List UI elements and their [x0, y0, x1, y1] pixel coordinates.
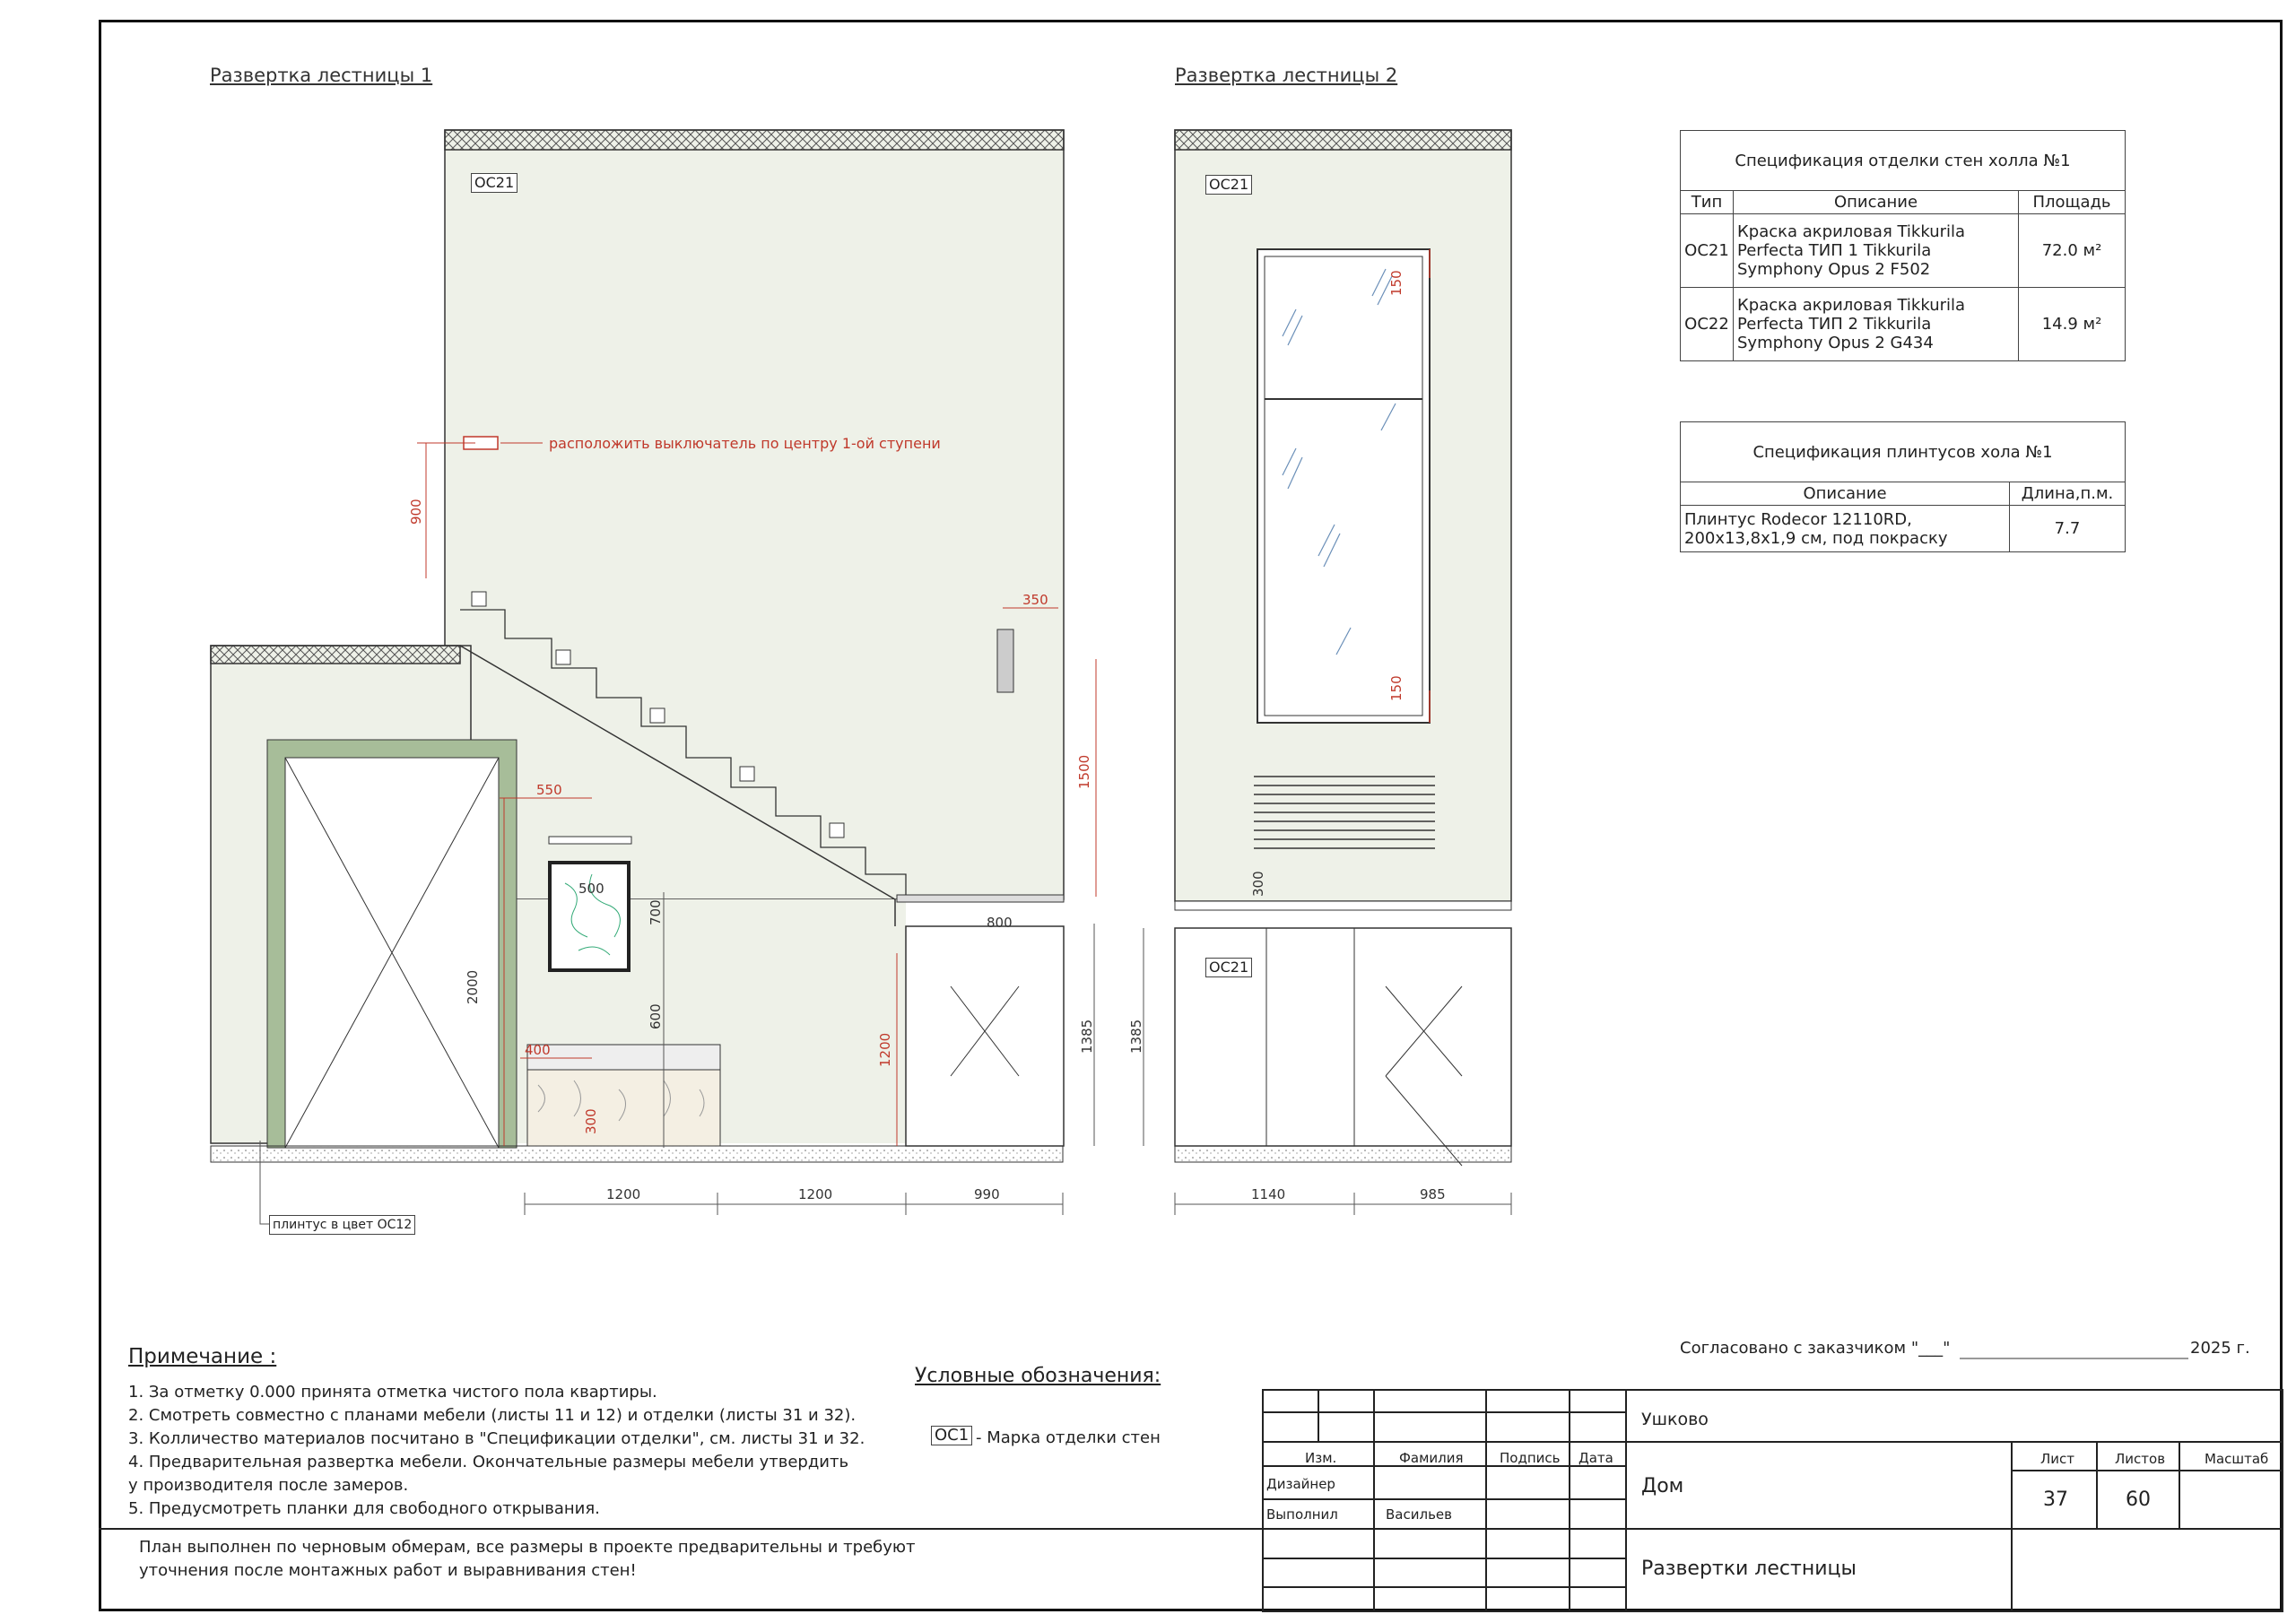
plinth-label: плинтус в цвет ОС12	[269, 1215, 415, 1235]
spec-walls-row-area: 72.0 м²	[2019, 214, 2126, 288]
footer-line-2: уточнения после монтажных работ и выравнивания стен!	[139, 1561, 637, 1580]
tb-role-designer: Дизайнер	[1266, 1476, 1335, 1492]
legend-mark: ОС1	[931, 1426, 972, 1445]
dim-350: 350	[1022, 592, 1048, 608]
notes-title: Примечание :	[128, 1345, 277, 1368]
tb-col-data: Дата	[1578, 1450, 1613, 1466]
tb-sheet-name: Развертки лестницы	[1641, 1558, 1857, 1580]
dim-1500: 1500	[1076, 754, 1092, 789]
note-line-3: 3. Колличество материалов посчитано в "Спецификации отделки", см. листы 31 и 32.	[128, 1429, 865, 1448]
switch-annotation: расположить выключатель по центру 1-ой ступени	[549, 435, 941, 452]
footer-line-1: План выполнен по черновым обмерам, все размеры в проекте предварительны и требуют	[139, 1538, 916, 1557]
dim-700: 700	[648, 899, 664, 925]
spec-plinth-header-length: Длина,п.м.	[2010, 482, 2126, 506]
spec-plinth-row-length: 7.7	[2010, 506, 2126, 552]
dim-bottom-2: 1200	[798, 1186, 833, 1202]
note-line-1: 1. За отметку 0.000 принята отметка чистого пола квартиры.	[128, 1383, 657, 1402]
finish-tag-oc21-v2: ОС21	[1205, 175, 1252, 195]
tb-list-value: 37	[2043, 1488, 2068, 1511]
legend-title: Условные обозначения:	[915, 1365, 1161, 1387]
spec-walls-row-desc: Краска акриловая Tikkurila Perfecta ТИП 2 Tikkurila Symphony Opus 2 G434	[1734, 288, 2019, 361]
shelf	[549, 837, 631, 844]
ceiling-hatch-low	[211, 646, 460, 664]
tb-col-podpis: Подпись	[1500, 1450, 1561, 1466]
note-line-4: 4. Предварительная развертка мебели. Окончательные размеры мебели утвердить	[128, 1453, 849, 1471]
spec-walls-table	[1680, 130, 2126, 361]
tb-col-familia: Фамилия	[1399, 1450, 1464, 1466]
spec-plinth-row-desc: Плинтус Rodecor 12110RD, 200х13,8х1,9 см, под покраску	[1681, 506, 2010, 552]
spec-walls-row-type: ОС22	[1681, 288, 1734, 361]
dim-1385-1: 1385	[1079, 1019, 1095, 1054]
spec-walls-title: Спецификация отделки стен холла №1	[1681, 131, 2126, 191]
tb-col-izm: Изм.	[1305, 1450, 1337, 1466]
dim-1385-2: 1385	[1128, 1019, 1144, 1054]
view1-title: Развертка лестницы 1	[210, 65, 433, 86]
spec-walls-header-area: Площадь	[2019, 191, 2126, 214]
wall-sconce	[997, 629, 1013, 692]
dim-600: 600	[648, 1003, 664, 1029]
bench-box	[527, 1070, 720, 1146]
finish-tag-oc21-cabinet: ОС21	[1205, 958, 1252, 977]
spec-walls-row-type: ОС21	[1681, 214, 1734, 288]
dim-300-radiator: 300	[1250, 871, 1266, 897]
note-line-6: 5. Предусмотреть планки для свободного открывания.	[128, 1499, 600, 1518]
approval-year: 2025 г.	[2190, 1339, 2250, 1358]
dim-500: 500	[578, 881, 604, 897]
mirror-frame	[550, 863, 629, 970]
tb-listov-label: Листов	[2115, 1451, 2166, 1467]
floor-slab-1	[211, 1146, 1063, 1162]
dim-300: 300	[583, 1108, 599, 1134]
tb-object: Дом	[1641, 1475, 1684, 1497]
floor-slab-2	[1175, 1146, 1511, 1162]
dim-bottom-5: 985	[1420, 1186, 1446, 1202]
dim-900: 900	[408, 499, 424, 525]
dim-400: 400	[525, 1042, 551, 1058]
dim-1200-vertical: 1200	[877, 1032, 893, 1067]
dim-bottom-4: 1140	[1251, 1186, 1286, 1202]
dim-150-top: 150	[1388, 270, 1405, 296]
stair-landing	[897, 895, 1064, 902]
spec-walls-row-desc: Краска акриловая Tikkurila Perfecta ТИП 1 Tikkurila Symphony Opus 2 F502	[1734, 214, 2019, 288]
tb-list-label: Лист	[2040, 1451, 2075, 1467]
dim-bottom-3: 990	[974, 1186, 1000, 1202]
tb-role-performer: Выполнил	[1266, 1506, 1338, 1523]
dim-2000: 2000	[465, 969, 481, 1004]
dim-150-bottom: 150	[1388, 675, 1405, 701]
tb-scale-label: Масштаб	[2205, 1451, 2269, 1467]
approval-text: Согласовано с заказчиком "___"	[1680, 1339, 1951, 1358]
dim-550: 550	[536, 782, 562, 798]
ceiling-hatch-1	[445, 130, 1064, 150]
tb-listov-value: 60	[2126, 1488, 2151, 1511]
spec-plinth-header-desc: Описание	[1681, 482, 2010, 506]
elevation-1	[211, 130, 1096, 1224]
dim-800: 800	[987, 915, 1013, 931]
tb-location: Ушково	[1641, 1410, 1709, 1429]
note-line-2: 2. Смотреть совместно с планами мебели (листы 11 и 12) и отделки (листы 31 и 32).	[128, 1406, 857, 1425]
spec-plinth-title: Спецификация плинтусов хола №1	[1681, 422, 2126, 482]
view2-title: Развертка лестницы 2	[1175, 65, 1398, 86]
note-line-5: у производителя после замеров.	[128, 1476, 409, 1495]
finish-tag-oc21: ОС21	[471, 173, 517, 193]
bench-cushion	[527, 1045, 720, 1070]
spec-plinth-table	[1680, 421, 2126, 552]
dim-bottom-1: 1200	[606, 1186, 641, 1202]
legend-mark-desc: - Марка отделки стен	[976, 1428, 1161, 1447]
spec-walls-header-desc: Описание	[1734, 191, 2019, 214]
spec-walls-row-area: 14.9 м²	[2019, 288, 2126, 361]
cabinet-1	[906, 926, 1064, 1146]
elevation-2	[1144, 130, 1511, 1215]
tb-performer-name: Васильев	[1386, 1506, 1452, 1523]
spec-walls-header-type: Тип	[1681, 191, 1734, 214]
